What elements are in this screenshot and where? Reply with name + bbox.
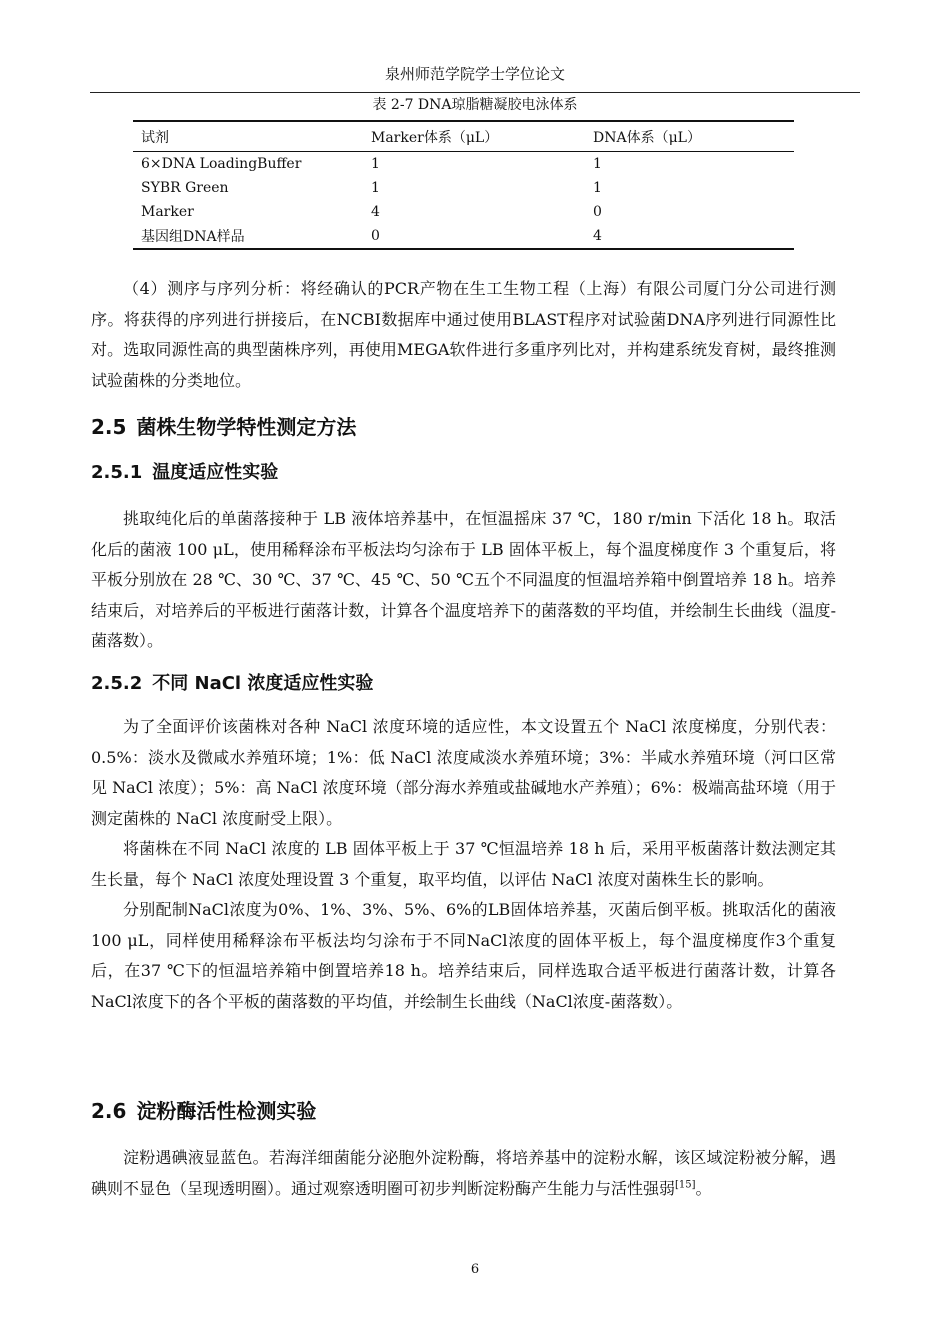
paragraph-end: 。 — [695, 1178, 712, 1198]
table-cell: 4 — [371, 204, 380, 220]
table-cell: 0 — [593, 204, 602, 220]
nacl-section — [91, 712, 836, 1017]
heading-2-5-2 — [91, 672, 373, 696]
table-cell: 0 — [363, 224, 585, 249]
table-cell: 1 — [593, 156, 602, 172]
paragraph-amylase — [91, 1143, 836, 1204]
heading-number: 2.5.1 — [91, 462, 143, 483]
heading-title: 温度适应性实验 — [152, 462, 279, 483]
reagent-table — [133, 120, 794, 250]
paragraph-nacl-method: 将菌株在不同 NaCl 浓度的 LB 固体平板上于 37 ℃恒温培养 18 h 后，采用平板菌落计数法测定其生长量，每个 NaCl 浓度处理设置 3 个重复，取平均值，以评估 NaCl 浓度对菌株生长的影响。 — [91, 839, 836, 889]
table-cell: 6×DNA LoadingBuffer — [141, 156, 302, 172]
table-row — [133, 200, 794, 224]
table-cell: 1 — [371, 180, 380, 196]
heading-number: 2.6 — [91, 1099, 127, 1123]
paragraph-sequencing: （4）测序与序列分析：将经确认的PCR产物在生工生物工程（上海）有限公司厦门分公司进行测序。将获得的序列进行拼接后，在NCBI数据库中通过使用BLAST程序对试验菌DNA序列进行同源性比对。选取同源性高的典型菌株序列，再使用MEGA软件进行多重序列比对，并构建系统发育树，最终推测试验菌株的分类地位。 — [91, 279, 836, 390]
table-cell: 1 — [593, 180, 602, 196]
heading-title: 菌株生物学特性测定方法 — [136, 415, 357, 439]
table-header-row — [133, 121, 794, 152]
table-row — [133, 152, 794, 177]
temperature-section — [91, 504, 836, 657]
table-cell: 4 — [585, 224, 794, 249]
heading-2-5-1 — [91, 461, 278, 485]
paragraph-temperature: 挑取纯化后的单菌落接种于 LB 液体培养基中，在恒温摇床 37 ℃，180 r/min 下活化 18 h。取活化后的菌液 100 μL，使用稀释涂布平板法均匀涂布于 LB 固体平板上，每个温度梯度作 3 个重复后，将平板分别放在 28 ℃、30 ℃、37 ℃、45 ℃、50 ℃五个不同温度的恒温培养箱中倒置培养 18 h。培养结束后，对培养后的平板进行菌落计数，计算各个温度培养下的菌落数的平均值，并绘制生长曲线（温度-菌落数）。 — [91, 509, 836, 650]
table-row — [133, 224, 794, 249]
heading-title: 不同 NaCl 浓度适应性实验 — [152, 673, 374, 694]
column-header: DNA体系（μL） — [585, 121, 794, 152]
table-cell: SYBR Green — [141, 180, 229, 196]
paragraph-nacl-gradients: 为了全面评价该菌株对各种 NaCl 浓度环境的适应性，本文设置五个 NaCl 浓度梯度，分别代表：0.5%：淡水及微咸水养殖环境；1%：低 NaCl 浓度咸淡水养殖环境；3%：半咸水养殖环境（河口区常见 NaCl 浓度）；5%：高 NaCl 浓度环境（部分海水养殖或盐碱地水产养殖）；6%：极端高盐环境（用于测定菌株的 NaCl 浓度耐受上限）。 — [91, 717, 836, 828]
table-cell: 基因组DNA样品 — [133, 224, 363, 249]
table-cell: Marker — [141, 204, 194, 220]
page-number: 6 — [470, 1262, 480, 1277]
heading-title: 淀粉酶活性检测实验 — [136, 1099, 317, 1123]
heading-2-6 — [91, 1098, 316, 1124]
paragraph-nacl-procedure: 分别配制NaCl浓度为0%、1%、3%、5%、6%的LB固体培养基，灭菌后倒平板。挑取活化的菌液100 μL，同样使用稀释涂布平板法均匀涂布于不同NaCl浓度的固体平板上，每个温度梯度作3个重复后，在37 ℃下的恒温培养箱中倒置培养18 h。培养结束后，同样选取合适平板进行菌落计数，计算各NaCl浓度下的各个平板的菌落数的平均值，并绘制生长曲线（NaCl浓度-菌落数）。 — [91, 900, 836, 1011]
table-row — [133, 176, 794, 200]
header-rule — [90, 92, 860, 93]
amylase-section — [91, 1143, 836, 1204]
citation: [15] — [675, 1179, 696, 1191]
heading-number: 2.5 — [91, 415, 127, 439]
table-caption: 表 2-7 DNA琼脂糖凝胶电泳体系 — [372, 97, 578, 113]
table-cell: 1 — [371, 156, 380, 172]
running-header: 泉州师范学院学士学位论文 — [384, 65, 565, 83]
heading-2-5 — [91, 414, 356, 440]
column-header: 试剂 — [133, 121, 363, 152]
sequencing-section — [91, 274, 836, 396]
column-header: Marker体系（μL） — [363, 121, 585, 152]
heading-number: 2.5.2 — [91, 673, 143, 694]
paragraph-amylase-text: 淀粉遇碘液显蓝色。若海洋细菌能分泌胞外淀粉酶，将培养基中的淀粉水解，该区域淀粉被分解，遇碘则不显色（呈现透明圈）。通过观察透明圈可初步判断淀粉酶产生能力与活性强弱 — [91, 1148, 836, 1198]
